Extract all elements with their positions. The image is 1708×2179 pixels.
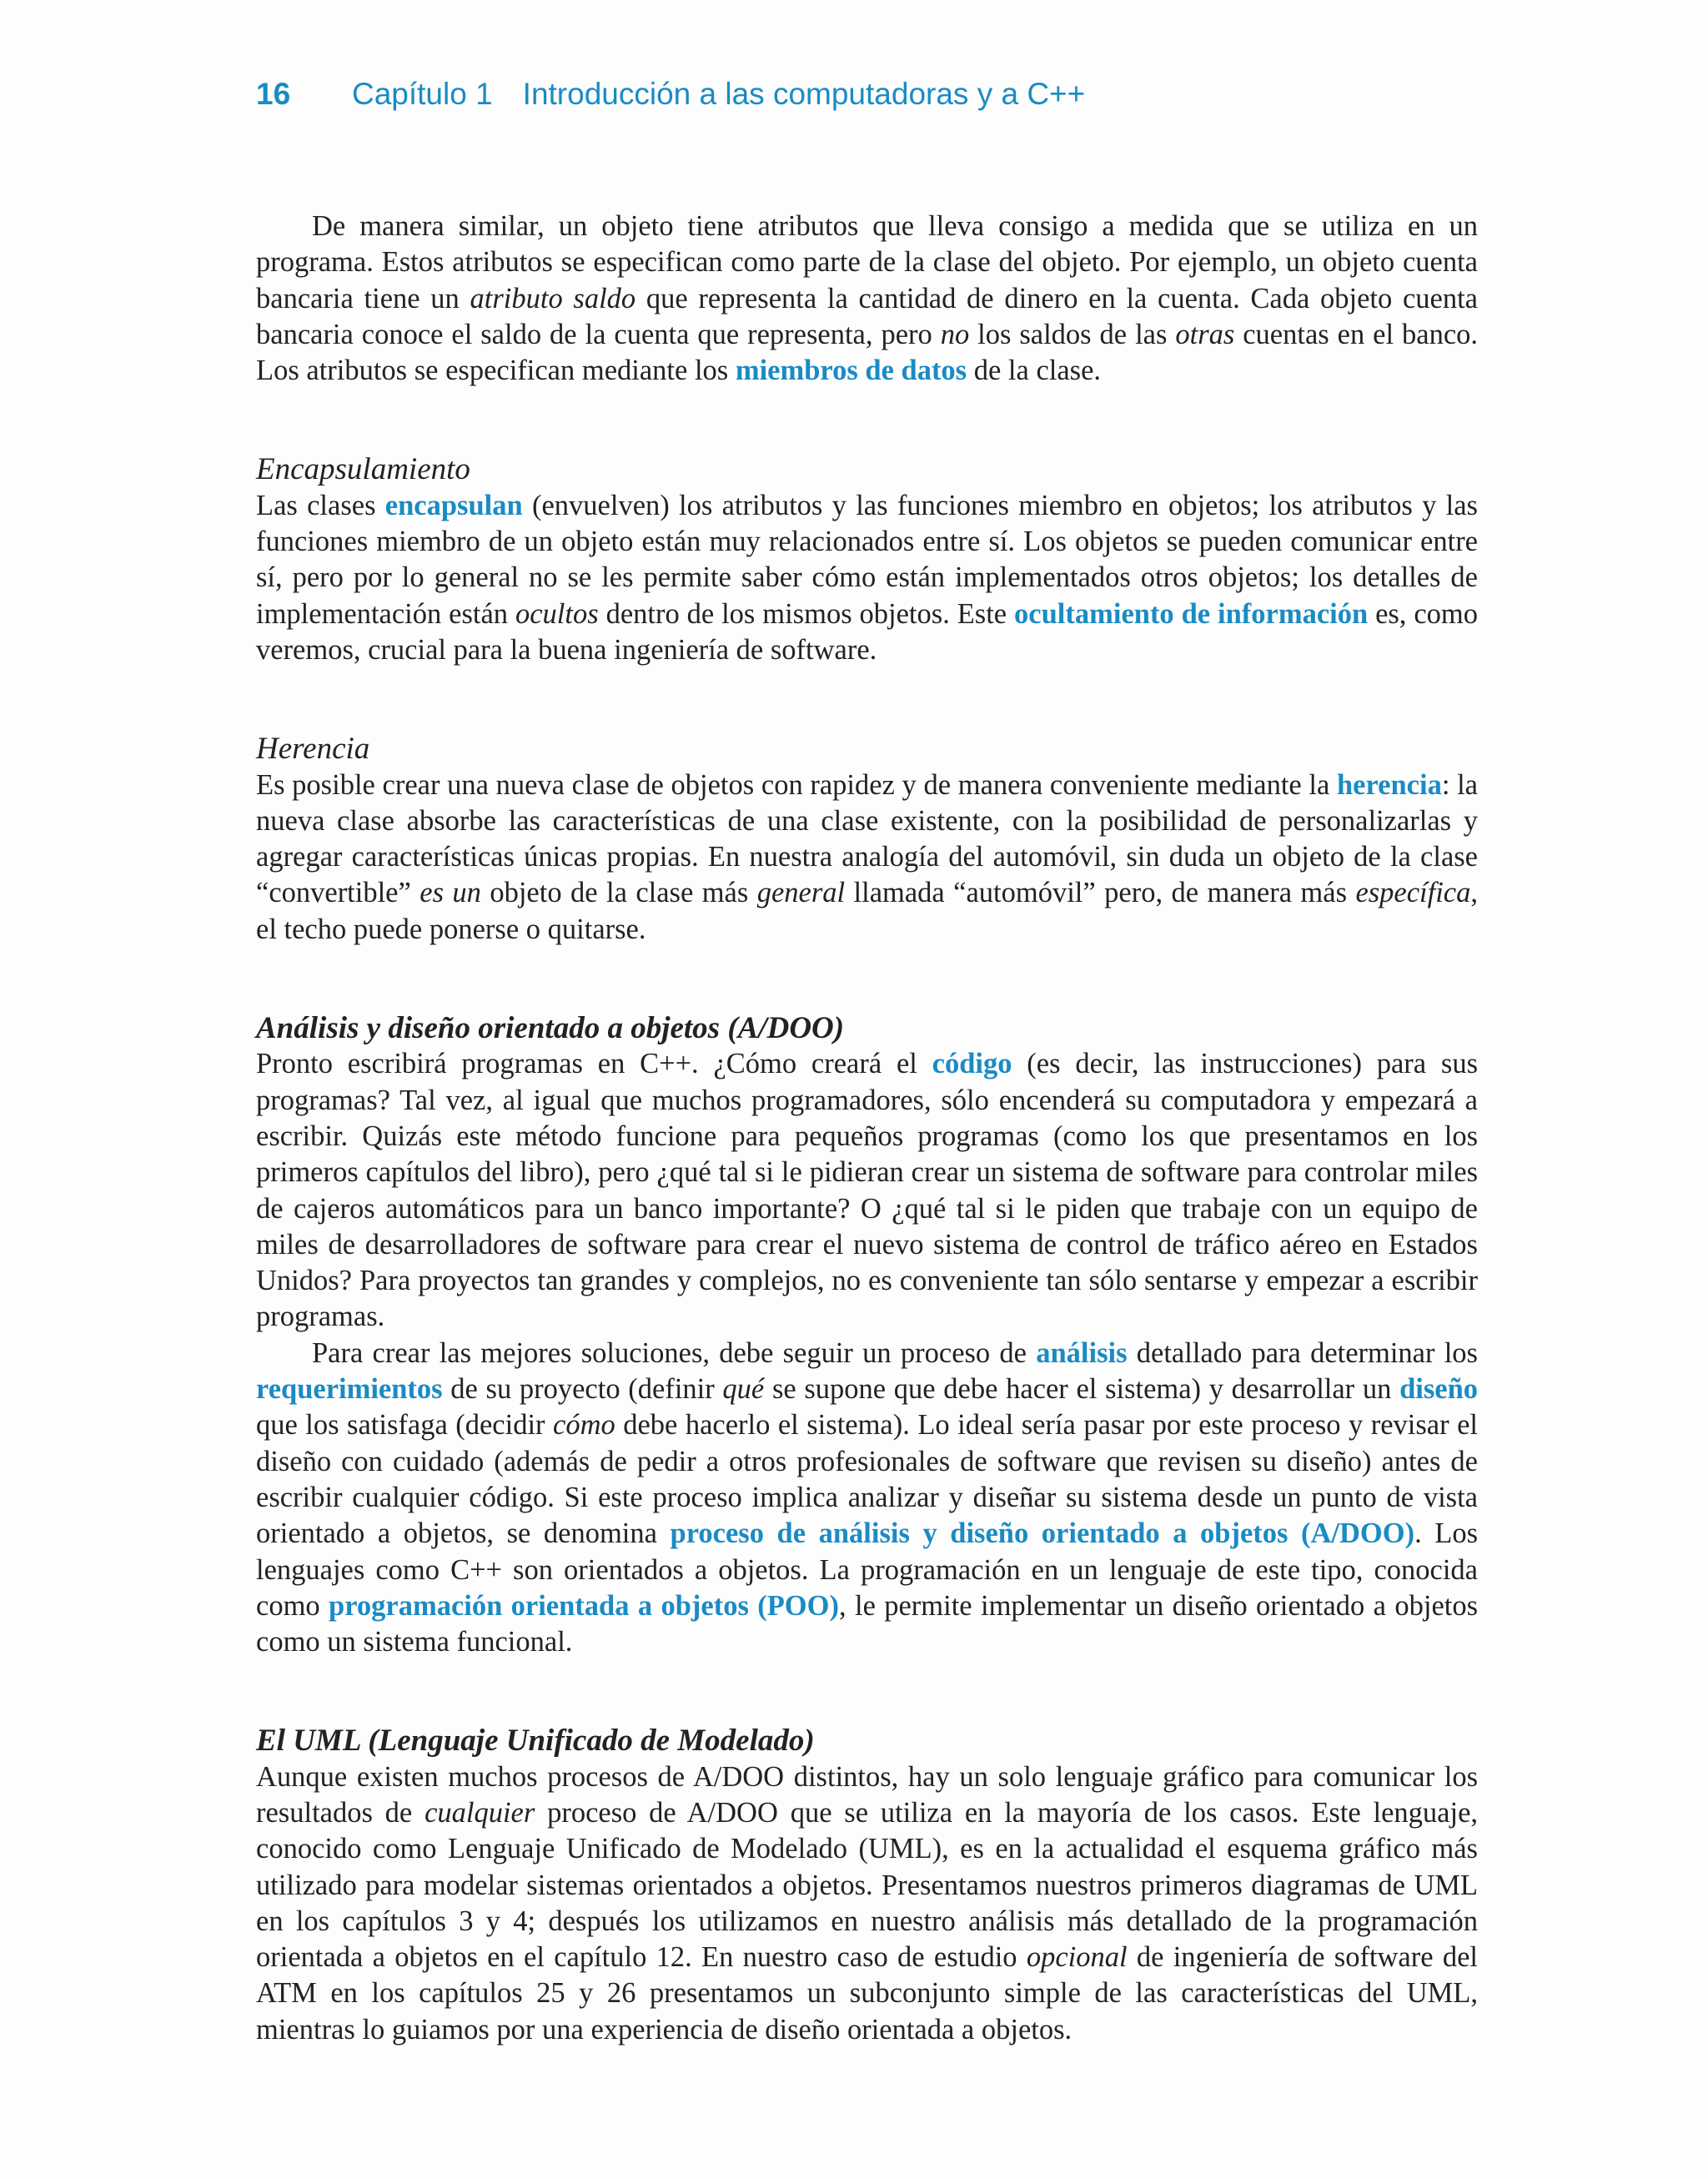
chapter-title: Introducción a las computadoras y a C++ [522, 77, 1086, 111]
text-run: dentro de los mismos objetos. Este [598, 597, 1015, 630]
text-run: de su proyecto (definir [442, 1373, 723, 1406]
text-run: Aunque existen muchos procesos de A/DOO distintos, hay un solo lenguaje gráfico para comunicar los resultados de [256, 1760, 1478, 1829]
text-run: que los satisfaga (decidir [256, 1409, 554, 1442]
text-run: Para crear las mejores soluciones, debe seguir un proceso de [312, 1336, 1037, 1369]
body-text [256, 209, 1478, 2048]
text-run: objeto de la clase más [480, 877, 757, 909]
text-run: : la nueva clase absorbe las características de una clase existente, con la posibilidad de personalizarlas y agregar características únicas propias. En nuestra analogía del automóvil, sin duda un objeto de la clase “convertible” [256, 768, 1478, 909]
text-run: es, como veremos, crucial para la buena ingeniería de software. [256, 597, 1478, 666]
key-term: diseño [1399, 1373, 1479, 1406]
text-run: , el techo puede ponerse o quitarse. [256, 877, 1478, 945]
key-term: requerimientos [256, 1373, 443, 1406]
text-run: proceso de A/DOO que se utiliza en la mayoría de los casos. Este lenguaje, conocido como Lenguaje Unificado de Modelado (UML), es en la actualidad el esquema gráfico más utilizado para modelar sistemas orientados a objetos. Presentamos nuestros primeros diagramas de UML en los capítulos 3 y 4; después los utilizamos en nuestro análisis más detallado de la programación orientada a objetos en el capítulo 12. En nuestro caso de estudio [256, 1796, 1479, 1974]
key-term: análisis [1036, 1336, 1128, 1369]
page-number: 16 [256, 77, 291, 111]
text-run: se supone que debe hacer el sistema) y desarrollar un [764, 1373, 1400, 1406]
text-run: , le permite implementar un diseño orientado a objetos como un sistema funcional. [256, 1589, 1479, 1658]
emphasis: otras [1175, 318, 1235, 350]
emphasis: cualquier [424, 1796, 535, 1829]
emphasis: cómo [553, 1409, 615, 1442]
paragraph [256, 767, 1478, 948]
key-term: proceso de análisis y diseño orientado a objetos (A/DOO) [670, 1517, 1415, 1550]
text-run: de la clase. [967, 355, 1102, 387]
key-term: ocultamiento de información [1014, 597, 1369, 630]
paragraph [256, 1046, 1478, 1335]
section-heading: Herencia [256, 732, 370, 767]
text-run: Pronto escribirá programas en C++. ¿Cómo creará el [256, 1048, 932, 1080]
text-run: que representa la cantidad de dinero en la cuenta. Cada objeto cuenta bancaria conoce el saldo de la cuenta que representa, pero [256, 282, 1478, 350]
section-adoo [256, 1010, 1478, 1660]
text-run: (envuelven) los atributos y las funciones miembro en objetos; los atributos y las funciones miembro de un objeto están muy relacionados entre sí. Los objetos se pueden comunicar entre sí, pero por lo general no se les permite saber cómo están implementados otros objetos; los detalles de implementación están [256, 489, 1478, 630]
emphasis: ocultos [515, 597, 599, 630]
text-run: debe hacerlo el sistema). Lo ideal sería pasar por este proceso y revisar el diseño con cuidado (además de pedir a otros profesionales de software que revisen su diseño) antes de escribir cualquier código. Si este proceso implica analizar y diseñar su sistema desde un punto de vista orientado a objetos, se denomina [256, 1409, 1478, 1550]
key-term: programación orientada a objetos (POO) [329, 1589, 839, 1622]
text-run: detallado para determinar los [1127, 1336, 1478, 1369]
emphasis: no [940, 318, 970, 350]
paragraph [256, 1759, 1478, 2048]
emphasis: opcional [1026, 1941, 1128, 1974]
text-run: Es posible crear una nueva clase de objetos con rapidez y de manera conveniente mediante la [256, 768, 1337, 801]
emphasis: general [756, 877, 846, 909]
text-run: De manera similar, un objeto tiene atributos que lleva consigo a medida que se utiliza en un programa. Estos atributos se especifican como parte de la clase del objeto. Por ejemplo, un objeto cuenta bancaria tiene un [256, 210, 1478, 315]
emphasis: atributo saldo [470, 282, 636, 315]
text-run: (es decir, las instrucciones) para sus programas? Tal vez, al igual que muchos programadores, sólo encenderá su computadora y empezará a escribir. Quizás este método funcione para pequeños programas (como los que presentamos en los primeros capítulos del libro), pero ¿qué tal si le pidieran crear un sistema de software para controlar miles de cajeros automáticos para un banco importante? O ¿qué tal si le piden que trabaje con un equipo de miles de desarrolladores de software para crear el nuevo sistema de control de tráfico aéreo en Estados Unidos? Para proyectos tan grandes y complejos, no es conveniente tan sólo sentarse y empezar a escribir programas. [256, 1048, 1479, 1333]
intro-paragraph [256, 209, 1478, 389]
text-run: . Los lenguajes como C++ son orientados a objetos. La programación en un lenguaje de este tipo, conocida como [256, 1517, 1479, 1622]
chapter-label: Capítulo 1 [352, 77, 493, 111]
section-herencia [256, 731, 1478, 948]
text-run: los saldos de las [969, 318, 1176, 350]
text-run: llamada “automóvil” pero, de manera más [845, 877, 1356, 909]
section-encapsulamiento [256, 451, 1478, 668]
section-heading: El UML (Lenguaje Unificado de Modelado) [256, 1724, 815, 1759]
running-head [256, 77, 1085, 112]
section-heading: Análisis y diseño orientado a objetos (A/DOO) [256, 1011, 845, 1046]
paragraph [256, 1336, 1478, 1661]
key-term: herencia [1336, 768, 1442, 801]
text-run: de ingeniería de software del ATM en los capítulos 25 y 26 presentamos un subconjunto simple de las características del UML, mientras lo guiamos por una experiencia de diseño orientada a objetos. [256, 1941, 1478, 2046]
text-run: cuentas en el banco. Los atributos se especifican mediante los [256, 318, 1479, 387]
key-term: código [932, 1048, 1012, 1080]
emphasis: es un [419, 877, 481, 909]
section-heading: Encapsulamiento [256, 452, 470, 487]
emphasis: específica [1355, 877, 1471, 909]
key-term: encapsulan [384, 489, 523, 521]
emphasis: qué [722, 1373, 765, 1406]
paragraph [256, 488, 1478, 668]
text-run: Las clases [256, 489, 385, 521]
section-uml [256, 1723, 1478, 2048]
key-term: miembros de datos [735, 355, 967, 387]
